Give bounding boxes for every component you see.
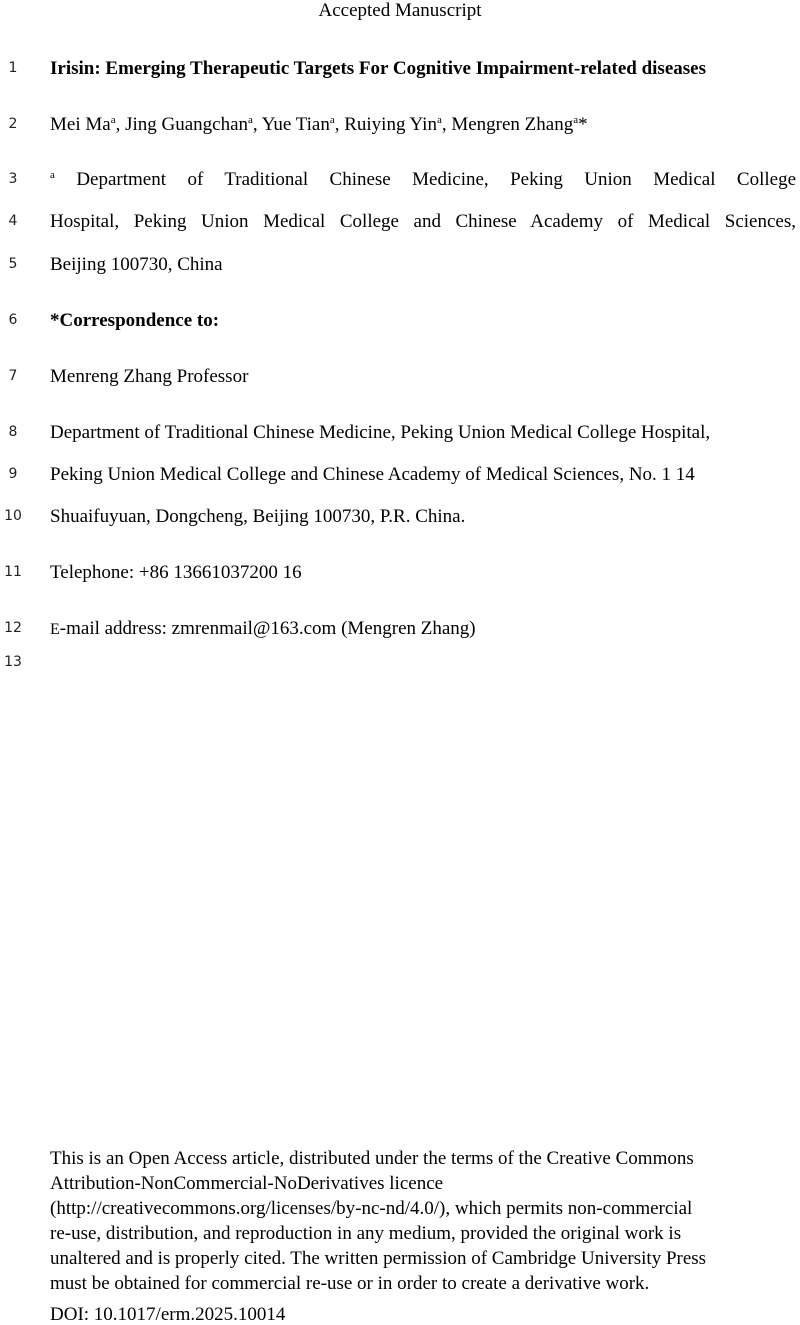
author-separator: , (115, 114, 126, 135)
line-number: 6 (8, 312, 18, 328)
license-line: Attribution-NonCommercial-NoDerivatives licence (50, 1173, 444, 1194)
correspondence-address-line: Shuaifuyuan, Dongcheng, Beijing 100730, P.R. China. (50, 506, 466, 527)
affiliation-line: $^a$ Department of Traditional Chinese Medicine, Peking Union Medical College (50, 169, 796, 190)
correspondence-address-line: Peking Union Medical College and Chinese Academy of Medical Sciences, No. 1 14 (50, 464, 695, 485)
corresponding-asterisk: * (578, 114, 588, 135)
line-number: 13 (4, 654, 22, 670)
line-number: 9 (8, 466, 18, 482)
affiliation-marker: a (573, 114, 579, 126)
affiliation-marker: a (248, 114, 253, 126)
author-separator: , (441, 114, 452, 135)
author-name: Yue Tian (261, 114, 330, 135)
line-number: 8 (8, 424, 18, 440)
affiliation-marker: a (436, 114, 442, 126)
license-line: (http://creativecommons.org/licenses/by-nc-nd/4.0/), which permits non-commercial (50, 1198, 693, 1219)
line-number: 1 (8, 60, 18, 76)
license-line: re-use, distribution, and reproduction in any medium, provided the original work is (50, 1223, 682, 1244)
license-line: must be obtained for commercial re-use or in order to create a derivative work. (50, 1273, 650, 1294)
correspondence-address-line: Department of Traditional Chinese Medicine, Peking Union Medical College Hospital, (50, 422, 711, 443)
running-header: Accepted Manuscript (318, 0, 482, 21)
author-separator: , (334, 114, 345, 135)
line-number: 7 (8, 368, 18, 384)
line-number: 12 (4, 620, 22, 636)
line-number: 3 (8, 171, 18, 187)
email-text: -mail address: zmrenmail@163.com (Mengren Zhang) (59, 618, 476, 639)
affiliation-marker: a (329, 114, 335, 126)
author-list (50, 114, 588, 136)
email-initial: E (50, 621, 60, 638)
line-number: 10 (4, 508, 22, 524)
license-line: This is an Open Access article, distributed under the terms of the Creative Commons (50, 1148, 694, 1169)
affiliation-marker: a (110, 114, 116, 126)
line-number: 5 (8, 256, 18, 272)
line-number: 2 (8, 116, 18, 132)
doi: DOI: 10.1017/erm.2025.10014 (50, 1304, 286, 1325)
line-number: 4 (8, 213, 18, 229)
author-name: Mei Ma (50, 114, 111, 135)
author-name: Jing Guangchan (125, 114, 249, 135)
article-title: Irisin: Emerging Therapeutic Targets For Cognitive Impairment-related diseases (50, 58, 706, 79)
author-name: Mengren Zhang (451, 114, 574, 135)
affiliation-marker: a (50, 169, 55, 181)
license-line: unaltered and is properly cited. The written permission of Cambridge University Press (50, 1248, 707, 1269)
license-notice (50, 1146, 795, 1296)
line-number: 11 (4, 564, 22, 580)
telephone: Telephone: +86 13661037200 16 (50, 562, 302, 583)
correspondence-heading: *Correspondence to: (50, 310, 220, 331)
email (50, 618, 476, 640)
affiliation-line: Hospital, Peking Union Medical College and Chinese Academy of Medical Sciences, (50, 211, 796, 232)
author-separator: , (252, 114, 262, 135)
correspondent-name: Menreng Zhang Professor (50, 366, 249, 387)
affiliation-line: Beijing 100730, China (50, 254, 223, 275)
author-name: Ruiying Yin (344, 114, 437, 135)
